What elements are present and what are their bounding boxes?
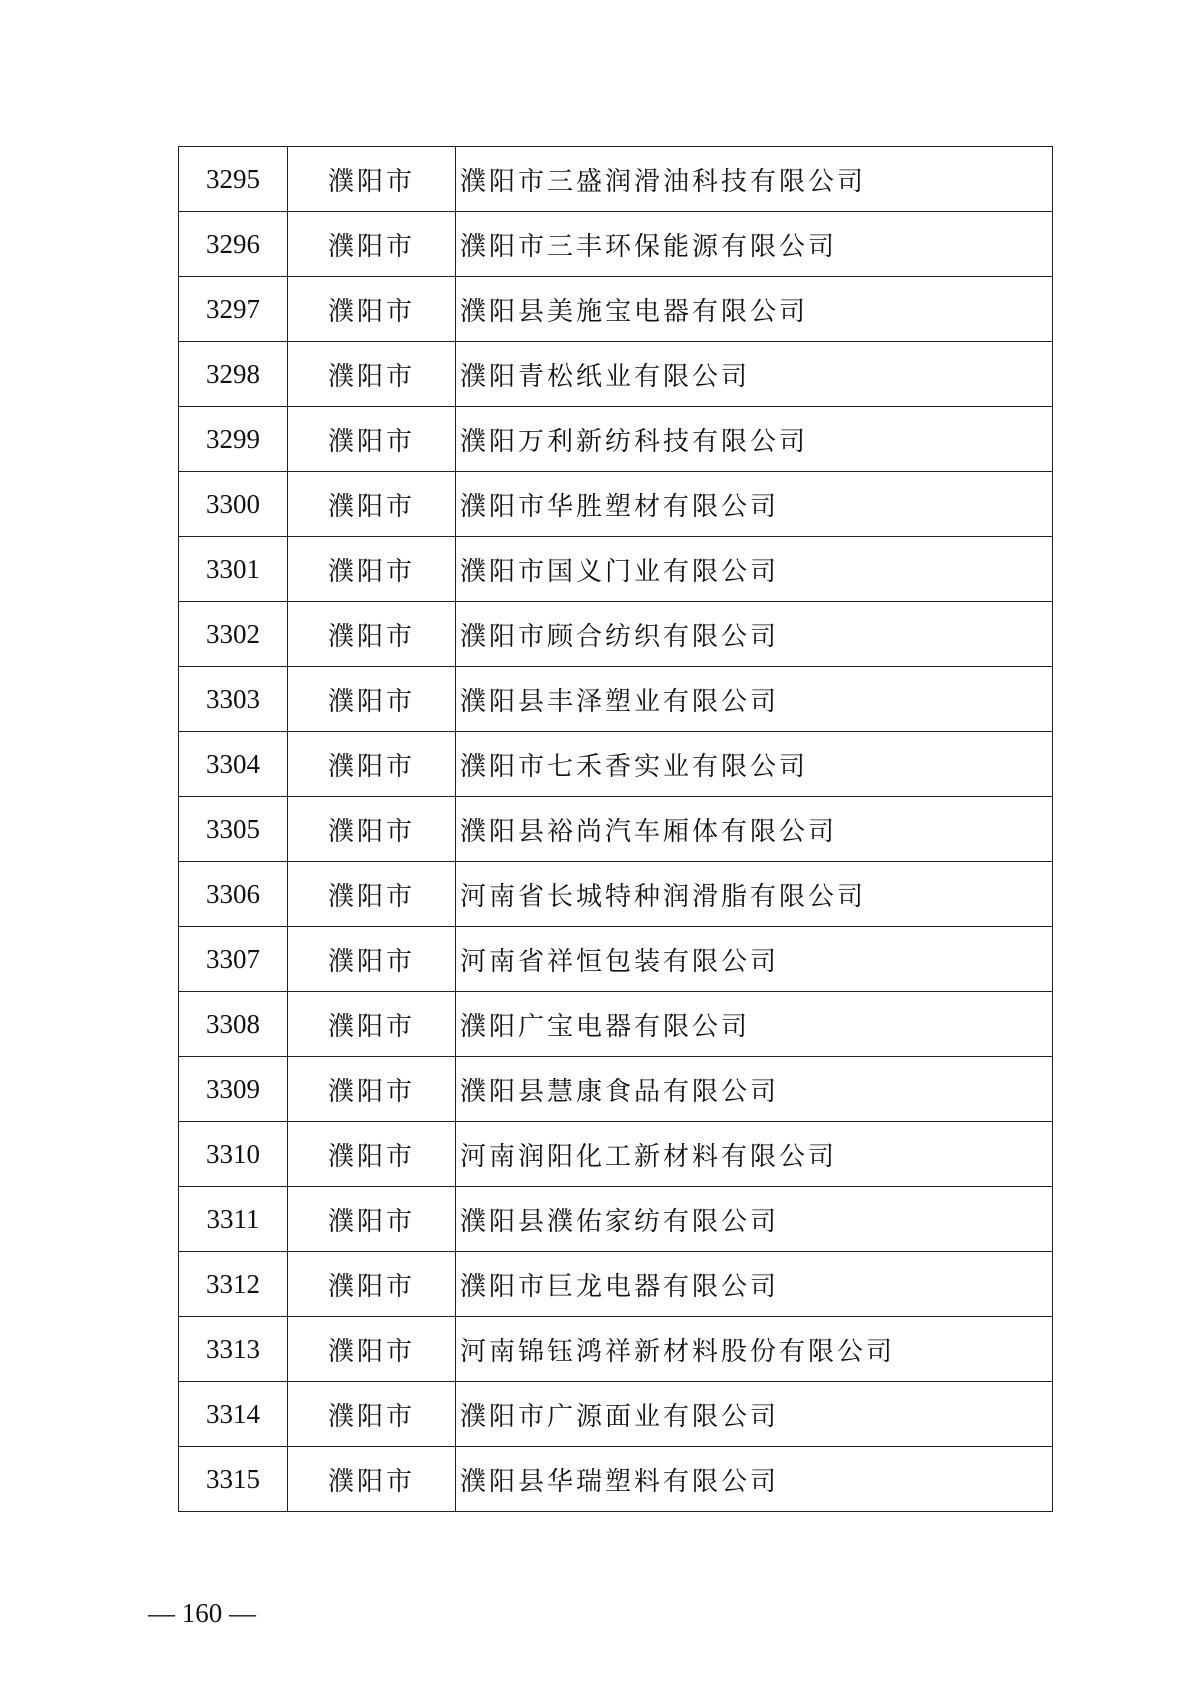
table-row <box>179 1317 1053 1382</box>
row-city: 濮阳市 <box>288 927 456 992</box>
row-city: 濮阳市 <box>288 1382 456 1447</box>
row-company: 濮阳县丰泽塑业有限公司 <box>456 667 1053 732</box>
table-row <box>179 732 1053 797</box>
row-number: 3308 <box>179 992 288 1057</box>
row-city: 濮阳市 <box>288 1057 456 1122</box>
row-number: 3297 <box>179 277 288 342</box>
row-city: 濮阳市 <box>288 472 456 537</box>
row-city: 濮阳市 <box>288 342 456 407</box>
row-company: 河南润阳化工新材料有限公司 <box>456 1122 1053 1187</box>
row-company: 濮阳县华瑞塑料有限公司 <box>456 1447 1053 1512</box>
row-company: 濮阳青松纸业有限公司 <box>456 342 1053 407</box>
table-row <box>179 602 1053 667</box>
row-company: 濮阳市顾合纺织有限公司 <box>456 602 1053 667</box>
table-row <box>179 1057 1053 1122</box>
row-number: 3310 <box>179 1122 288 1187</box>
row-city: 濮阳市 <box>288 1447 456 1512</box>
row-company: 濮阳广宝电器有限公司 <box>456 992 1053 1057</box>
table-row <box>179 1187 1053 1252</box>
row-company: 濮阳县濮佑家纺有限公司 <box>456 1187 1053 1252</box>
row-city: 濮阳市 <box>288 1252 456 1317</box>
row-city: 濮阳市 <box>288 862 456 927</box>
table-row <box>179 147 1053 212</box>
row-company: 河南锦钰鸿祥新材料股份有限公司 <box>456 1317 1053 1382</box>
row-company: 河南省祥恒包装有限公司 <box>456 927 1053 992</box>
row-company: 濮阳县慧康食品有限公司 <box>456 1057 1053 1122</box>
row-number: 3307 <box>179 927 288 992</box>
row-company: 濮阳市国义门业有限公司 <box>456 537 1053 602</box>
row-city: 濮阳市 <box>288 537 456 602</box>
row-company: 濮阳县裕尚汽车厢体有限公司 <box>456 797 1053 862</box>
row-company: 濮阳万利新纺科技有限公司 <box>456 407 1053 472</box>
row-number: 3296 <box>179 212 288 277</box>
row-number: 3306 <box>179 862 288 927</box>
table-row <box>179 862 1053 927</box>
table-row <box>179 1252 1053 1317</box>
row-number: 3298 <box>179 342 288 407</box>
row-number: 3309 <box>179 1057 288 1122</box>
table-body <box>179 147 1053 1512</box>
table-row <box>179 342 1053 407</box>
table-row <box>179 212 1053 277</box>
row-number: 3312 <box>179 1252 288 1317</box>
table-row <box>179 992 1053 1057</box>
row-number: 3303 <box>179 667 288 732</box>
row-number: 3314 <box>179 1382 288 1447</box>
row-company: 濮阳市华胜塑材有限公司 <box>456 472 1053 537</box>
row-company: 河南省长城特种润滑脂有限公司 <box>456 862 1053 927</box>
row-city: 濮阳市 <box>288 992 456 1057</box>
row-city: 濮阳市 <box>288 277 456 342</box>
table-row <box>179 472 1053 537</box>
row-number: 3295 <box>179 147 288 212</box>
row-city: 濮阳市 <box>288 667 456 732</box>
table-row <box>179 667 1053 732</box>
page-number: — 160 — <box>148 1598 256 1628</box>
row-number: 3305 <box>179 797 288 862</box>
row-company: 濮阳市广源面业有限公司 <box>456 1382 1053 1447</box>
row-number: 3315 <box>179 1447 288 1512</box>
row-company: 濮阳市七禾香实业有限公司 <box>456 732 1053 797</box>
row-city: 濮阳市 <box>288 147 456 212</box>
row-company: 濮阳市巨龙电器有限公司 <box>456 1252 1053 1317</box>
row-number: 3311 <box>179 1187 288 1252</box>
table-row <box>179 537 1053 602</box>
company-list-table <box>178 146 1053 1512</box>
row-city: 濮阳市 <box>288 732 456 797</box>
row-number: 3301 <box>179 537 288 602</box>
row-number: 3299 <box>179 407 288 472</box>
row-company: 濮阳市三丰环保能源有限公司 <box>456 212 1053 277</box>
row-city: 濮阳市 <box>288 407 456 472</box>
row-number: 3313 <box>179 1317 288 1382</box>
row-city: 濮阳市 <box>288 1122 456 1187</box>
table-row <box>179 407 1053 472</box>
row-number: 3300 <box>179 472 288 537</box>
table-row <box>179 1122 1053 1187</box>
row-company: 濮阳市三盛润滑油科技有限公司 <box>456 147 1053 212</box>
row-number: 3304 <box>179 732 288 797</box>
row-city: 濮阳市 <box>288 602 456 667</box>
table-row <box>179 277 1053 342</box>
table-row <box>179 927 1053 992</box>
row-city: 濮阳市 <box>288 1187 456 1252</box>
table-row <box>179 797 1053 862</box>
row-company: 濮阳县美施宝电器有限公司 <box>456 277 1053 342</box>
row-city: 濮阳市 <box>288 797 456 862</box>
table-row <box>179 1447 1053 1512</box>
row-city: 濮阳市 <box>288 212 456 277</box>
row-city: 濮阳市 <box>288 1317 456 1382</box>
table-row <box>179 1382 1053 1447</box>
row-number: 3302 <box>179 602 288 667</box>
